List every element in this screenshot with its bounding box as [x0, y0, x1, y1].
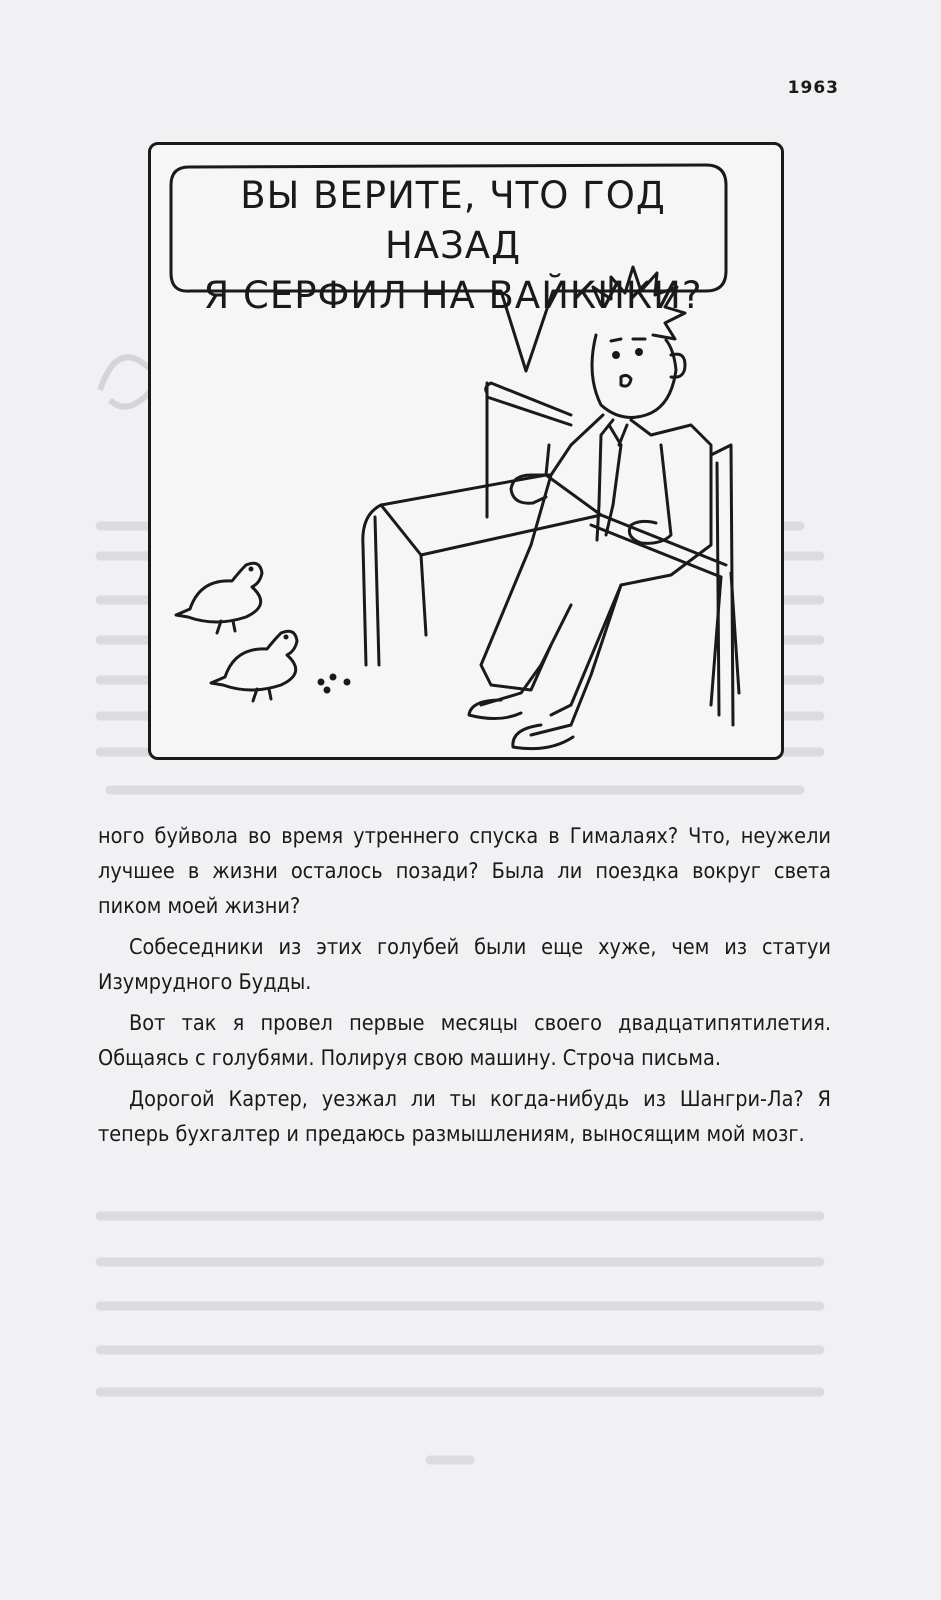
- speech-line-2: Я СЕРФИЛ НА ВАЙКИКИ?: [203, 274, 703, 317]
- paragraph-1: ного буйвола во время утреннего спуска в Гималаях? Что, неужели лучшее в жизни осталось позади? Была ли поездка вокруг света пиком моей жизни?: [98, 824, 831, 919]
- speech-bubble-text: [173, 171, 733, 321]
- speech-line-1: ВЫ ВЕРИТЕ, ЧТО ГОД НАЗАД: [240, 174, 666, 267]
- running-header: 1963: [787, 78, 839, 98]
- body-text: [98, 819, 831, 1158]
- paragraph-4: Дорогой Картер, уезжал ли ты когда-нибудь из Шангри-Ла? Я теперь бухгалтер и предаюсь размышлениям, выносящим мой мозг.: [98, 1087, 831, 1147]
- paragraph-3: Вот так я провел первые месяцы своего двадцатипятилетия. Общаясь с голубями. Полируя свою машину. Строча письма.: [98, 1011, 831, 1071]
- comic-panel: [148, 142, 784, 760]
- paragraph-2: Собеседники из этих голубей были еще хуже, чем из статуи Изумрудного Будды.: [98, 935, 831, 995]
